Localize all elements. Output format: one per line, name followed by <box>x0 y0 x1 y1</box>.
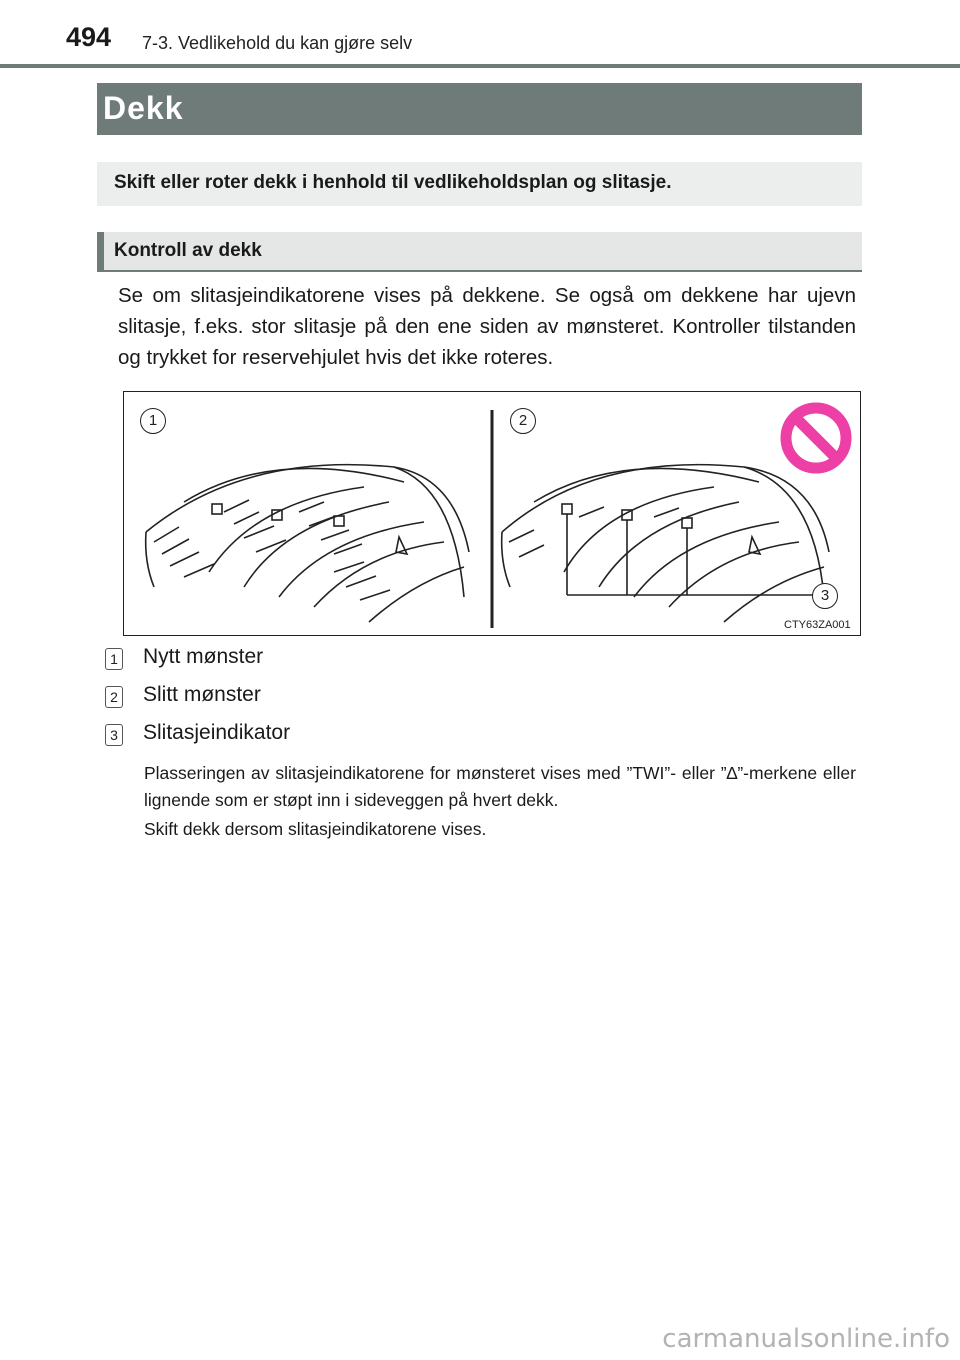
watermark: carmanualsonline.info <box>662 1324 950 1354</box>
legend-label: Slitt mønster <box>143 683 261 706</box>
legend-number: 1 <box>105 648 123 670</box>
tire-drawing <box>124 392 862 637</box>
page-number: 494 <box>66 22 112 52</box>
page-title-bar <box>97 83 862 135</box>
section-body: Se om slitasjeindikatorene vises på dekkene. Se også om dekkene har ujevn slitasje, f.eks. stor slitasje på den ene siden av mønsteret. Kontroller tilstanden og trykket for reservehjulet hvis det ikke roteres. <box>118 284 856 369</box>
legend-label: Nytt mønster <box>143 645 264 668</box>
legend-label: Slitasjeindikator <box>143 721 291 744</box>
prohibited-icon <box>786 408 846 468</box>
note-replace-tires: Skift dekk dersom slitasjeindikatorene vises. <box>144 819 487 839</box>
callout-3: 3 <box>812 583 838 609</box>
new-tire-drawing <box>146 465 469 622</box>
callout-1: 1 <box>140 408 166 434</box>
page-title: Dekk <box>103 90 184 126</box>
legend-number: 3 <box>105 724 123 746</box>
figure-code: CTY63ZA001 <box>784 619 851 631</box>
note-indicator-location: Plasseringen av slitasjeindikatorene for mønsteret vises med ”TWI”- eller ”∆”-merkene eller lignende som er støpt inn i sideveggen på hvert dekk. <box>144 763 856 810</box>
section-heading: Kontroll av dekk <box>114 240 262 261</box>
worn-tire-drawing <box>502 465 829 622</box>
tire-illustration <box>123 391 861 636</box>
legend-number: 2 <box>105 686 123 708</box>
header-divider <box>0 64 960 68</box>
intro-text: Skift eller roter dekk i henhold til vedlikeholdsplan og slitasje. <box>114 172 672 193</box>
chapter-title: 7-3. Vedlikehold du kan gjøre selv <box>142 33 413 53</box>
callout-2: 2 <box>510 408 536 434</box>
intro-box <box>97 162 862 206</box>
section-heading-bar <box>97 232 862 272</box>
